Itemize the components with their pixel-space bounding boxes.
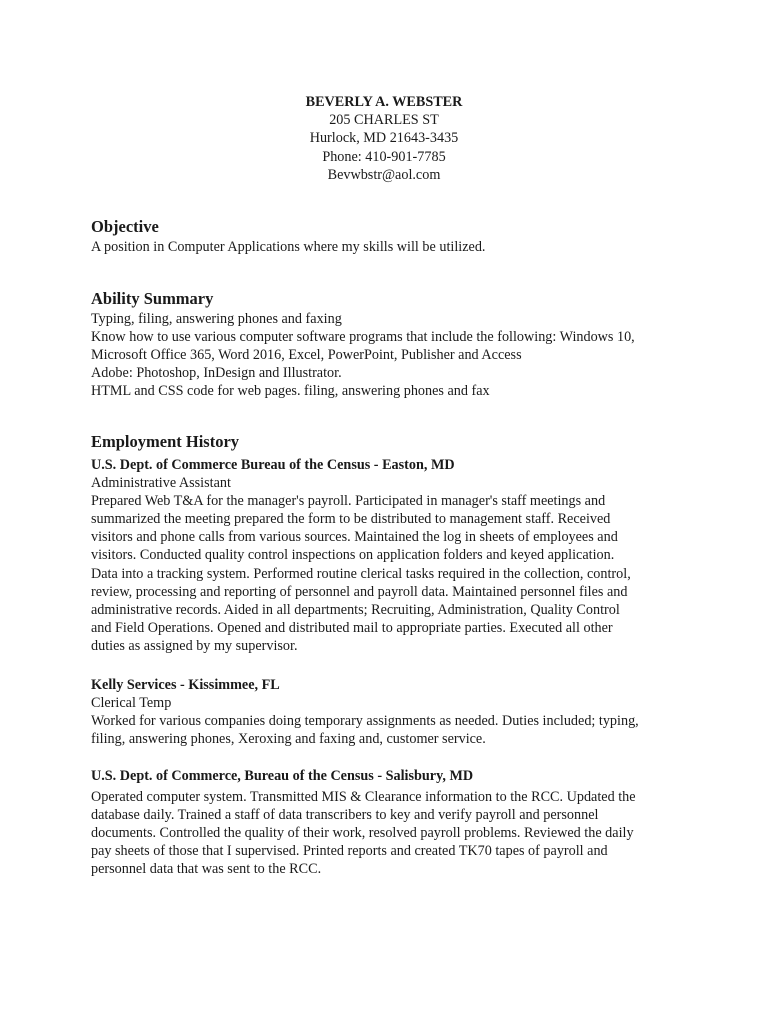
ability-line: Typing, filing, answering phones and faxing	[91, 311, 342, 327]
objective-section	[91, 217, 681, 256]
job-heading: U.S. Dept. of Commerce, Bureau of the Census - Salisbury, MD	[91, 768, 474, 784]
phone-number: Phone: 410-901-7785	[322, 148, 446, 165]
job-entry-census-salisbury	[91, 767, 691, 879]
employment-history-heading: Employment History	[91, 432, 240, 451]
job-entry-kelly-services	[91, 676, 691, 748]
job-position: Administrative Assistant	[91, 475, 231, 492]
job-description-line: Operated computer system. Transmitted MIS & Clearance information to the RCC. Updated the	[91, 789, 636, 806]
employment-history-heading-block	[91, 432, 681, 453]
ability-line: Adobe: Photoshop, InDesign and Illustrator.	[91, 365, 342, 382]
job-position: Clerical Temp	[91, 695, 172, 712]
email-address: Bevwbstr@aol.com	[327, 166, 441, 183]
job-description-line: review, processing and reporting of personnel and payroll data. Maintained personnel files and	[91, 583, 628, 600]
job-description-line: personnel data that was sent to the RCC.	[91, 861, 322, 878]
job-description-line: duties as assigned by my supervisor.	[91, 637, 298, 654]
job-description-line: filing, answering phones, Xeroxing and faxing and, customer service.	[91, 731, 486, 748]
job-description-line: visitors and phone calls from various sources. Maintained the log in sheets of employees and	[91, 529, 618, 546]
ability-line: HTML and CSS code for web pages. filing, answering phones and fax	[91, 383, 490, 400]
objective-text: A position in Computer Applications where my skills will be utilized.	[91, 239, 486, 255]
ability-line: Microsoft Office 365, Word 2016, Excel, PowerPoint, Publisher and Access	[91, 347, 522, 364]
applicant-name: BEVERLY A. WEBSTER	[305, 94, 463, 110]
job-description-line: administrative records. Aided in all departments; Recruiting, Administration, Quality Control	[91, 601, 620, 618]
job-description-line: and Field Operations. Opened and distributed mail to appropriate parties. Executed all other	[91, 619, 613, 636]
job-description-line: Data into a tracking system. Performed routine clerical tasks required in the collection, control,	[91, 565, 631, 582]
objective-heading: Objective	[91, 217, 159, 236]
job-description-line: pay sheets of those that I supervised. Printed reports and created TK70 tapes of payroll and	[91, 843, 608, 860]
job-description-line: documents. Controlled the quality of their work, resolved payroll problems. Reviewed the daily	[91, 825, 634, 842]
city-state-zip: Hurlock, MD 21643-3435	[309, 130, 459, 147]
job-description-line: summarized the meeting prepared the form to be distributed to management staff. Received	[91, 511, 611, 528]
job-description-line: visitors. Conducted quality control inspections on application folders and keyed application.	[91, 547, 615, 564]
job-heading: Kelly Services - Kissimmee, FL	[91, 677, 280, 693]
job-heading: U.S. Dept. of Commerce Bureau of the Census - Easton, MD	[91, 457, 455, 473]
job-description-line: Worked for various companies doing temporary assignments as needed. Duties included; typing,	[91, 713, 639, 730]
contact-header	[0, 93, 768, 184]
job-description-line: database daily. Trained a staff of data transcribers to key and verify payroll and personnel	[91, 807, 599, 824]
job-entry-census-easton	[91, 456, 691, 655]
ability-summary-section	[91, 289, 681, 400]
ability-summary-heading: Ability Summary	[91, 289, 214, 308]
job-description-line: Prepared Web T&A for the manager's payroll. Participated in manager's staff meetings and	[91, 493, 606, 510]
street-address: 205 CHARLES ST	[329, 112, 439, 129]
ability-line: Know how to use various computer software programs that include the following: Windows 10,	[91, 329, 635, 346]
